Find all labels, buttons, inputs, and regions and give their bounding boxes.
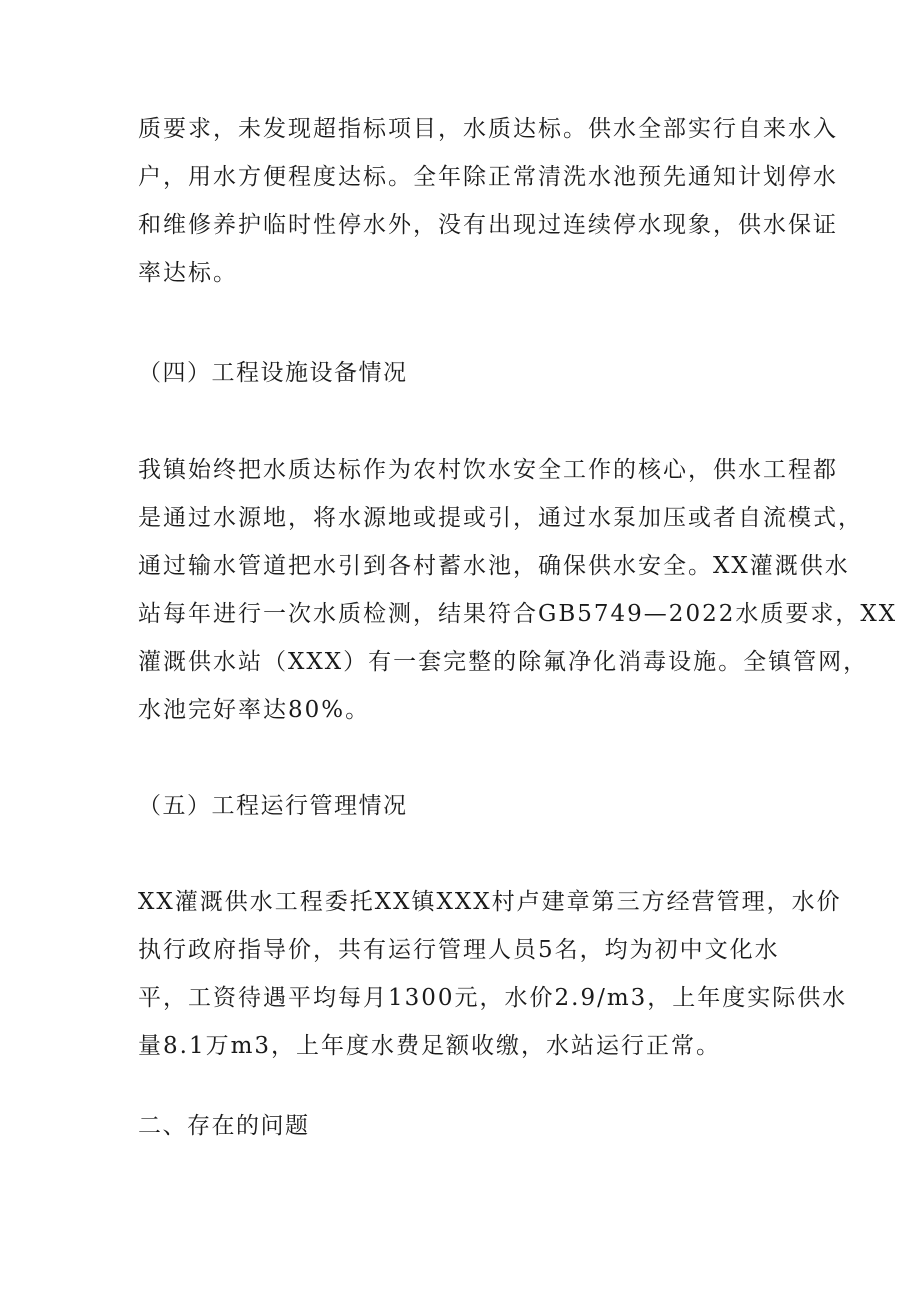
paragraph-line: 灌溉供水站（XXX）有一套完整的除氟净化消毒设施。全镇管网， xyxy=(138,649,869,675)
paragraph-line: 平，工资待遇平均每月1300元，水价2.9/m3，上年度实际供水 xyxy=(138,985,848,1011)
paragraph-line: 率达标。 xyxy=(138,260,238,286)
paragraph-line: 户，用水方便程度达标。全年除正常清洗水池预先通知计划停水 xyxy=(138,164,838,190)
paragraph-line: 站每年进行一次水质检测，结果符合GB5749—2022水质要求，XX xyxy=(138,601,898,627)
section-heading-2: 二、存在的问题 xyxy=(138,1113,310,1139)
section-heading-5: （五）工程运行管理情况 xyxy=(138,793,408,819)
paragraph-line: 执行政府指导价，共有运行管理人员5名，均为初中文化水 xyxy=(138,937,780,963)
paragraph-line: 量8.1万m3，上年度水费足额收缴，水站运行正常。 xyxy=(138,1033,722,1059)
paragraph-line: XX灌溉供水工程委托XX镇XXX村卢建章第三方经营管理，水价 xyxy=(138,889,842,915)
paragraph-line: 我镇始终把水质达标作为农村饮水安全工作的核心，供水工程都 xyxy=(138,457,838,483)
paragraph-line: 质要求，未发现超指标项目，水质达标。供水全部实行自来水入 xyxy=(138,116,838,142)
paragraph-line: 是通过水源地，将水源地或提或引，通过水泵加压或者自流模式， xyxy=(138,505,863,531)
section-heading-4: （四）工程设施设备情况 xyxy=(138,360,408,386)
paragraph-line: 水池完好率达80%。 xyxy=(138,697,371,723)
paragraph-line: 和维修养护临时性停水外，没有出现过连续停水现象，供水保证 xyxy=(138,212,838,238)
paragraph-line: 通过输水管道把水引到各村蓄水池，确保供水安全。XX灌溉供水 xyxy=(138,553,850,579)
